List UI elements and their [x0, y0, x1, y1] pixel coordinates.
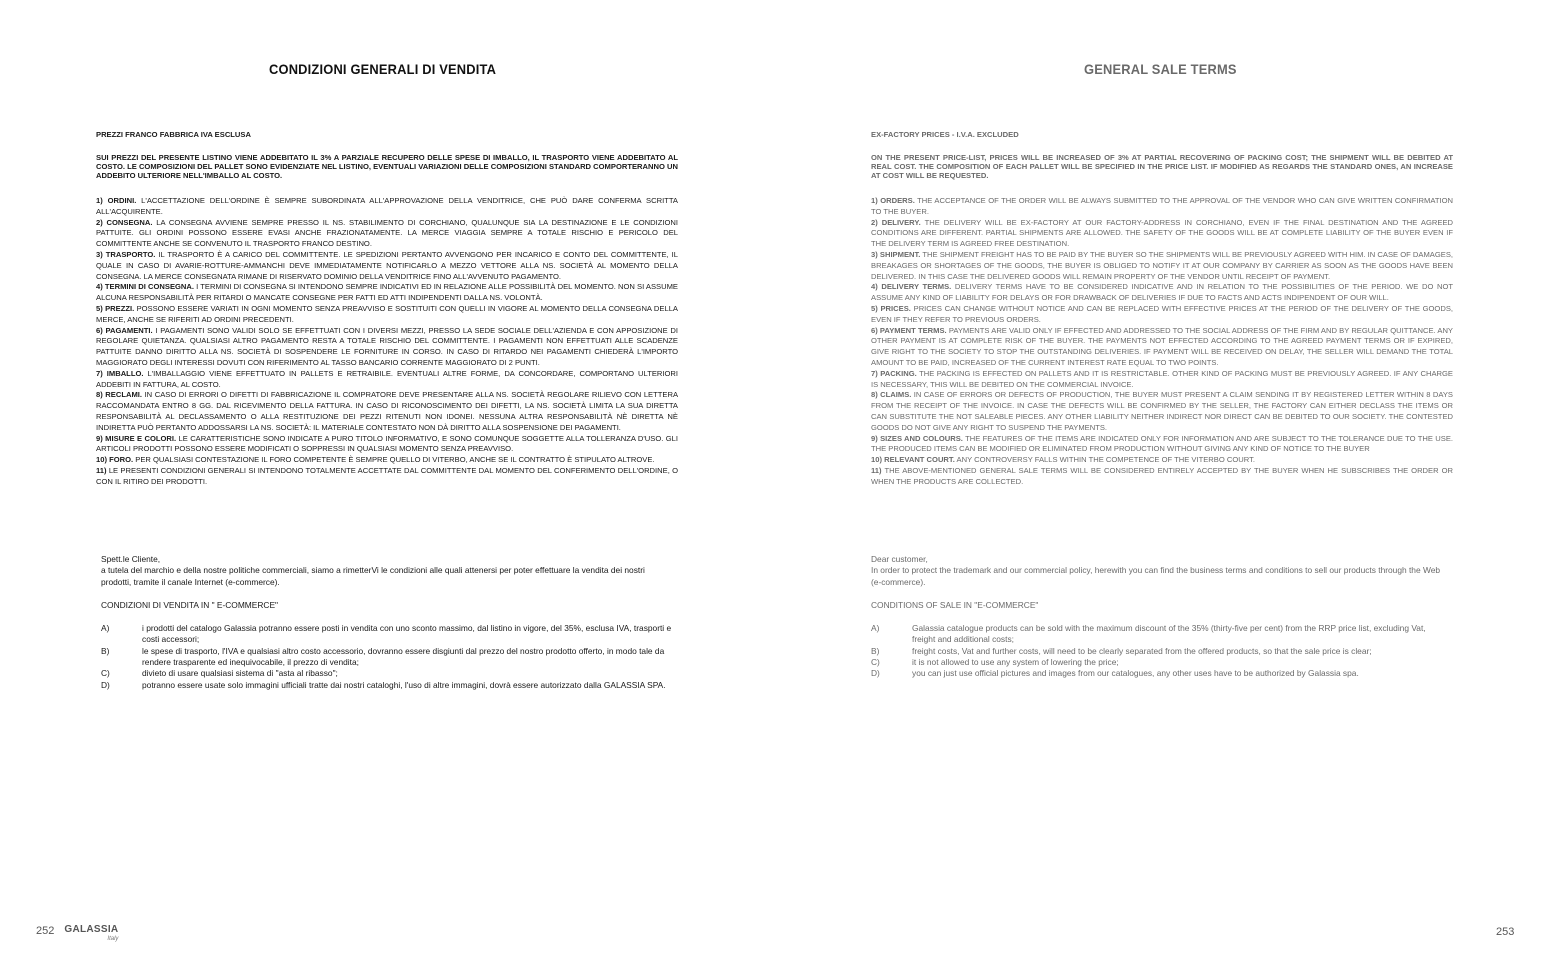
- term-text: THE SHIPMENT FREIGHT HAS TO BE PAID BY THE BUYER SO THE SHIPMENTS WILL BE PREVIOUSLY AGREED WITH HIM. IN CASE OF DAMAGES, BREAKAGES OR SHORTAGES OF THE GOODS, THE BUYER IS OBLIGED TO NOTIFY IT AT OUR COMPANY BY CARRIER AS SOON AS THE GOODS HAVE BEEN DELIVERED. IN THIS CASE THE DELIVERED GOODS WILL REMAIN PROPERTY OF THE VENDOR UNTIL RECEIPT OF PAYMENT.: [871, 249, 1454, 281]
- term-label: 2) DELIVERY.: [871, 217, 921, 227]
- term-item: [96, 304, 678, 326]
- term-item: [871, 466, 1453, 488]
- list-text: i prodotti del catalogo Galassia potranno essere posti in vendita con uno sconto massimo, dal listino in vigore, del 35%, esclusa IVA, trasporti e costi accessori;: [142, 623, 672, 645]
- term-item: [96, 250, 678, 282]
- term-text: I TERMINI DI CONSEGNA SI INTENDONO SEMPRE INDICATIVI ED IN RELAZIONE ALLE POSSIBILITÀ DEL MOMENTO. NON SI ASSUME ALCUNA RESPONSABILITÀ PER RITARDI O MANCATE CONSEGNE PER FATTI ED ATTI INDIPENDENTI DALLA NS. VOLONTÀ.: [96, 282, 678, 303]
- ecommerce-heading: CONDIZIONI DI VENDITA IN " E-COMMERCE": [101, 599, 279, 610]
- page-number-left: 252: [36, 925, 55, 937]
- term-item: [96, 218, 678, 250]
- term-label: 9) SIZES AND COLOURS.: [871, 433, 963, 443]
- term-label: 11): [96, 465, 107, 475]
- term-item: [871, 455, 1453, 466]
- intro-english: ON THE PRESENT PRICE-LIST, PRICES WILL BE INCREASED OF 3% AT PARTIAL RECOVERING OF PACKING COST; THE SHIPMENT WILL BE DEBITED AT REAL COST. THE COMPOSITION OF EACH PALLET WILL BE SPECIFIED IN THE PRICE LIST. IF MODIFIED AS REGARDS THE STANDARD ONES, AN INCREASE AT COST WILL BE REQUESTED.: [871, 153, 1453, 180]
- term-text: LE PRESENTI CONDIZIONI GENERALI SI INTENDONO TOTALMENTE ACCETTATE DAL COMMITTENTE DAL MOMENTO DEL CONFERIMENTO DELL'ORDINE, O CON IL RITIRO DEI PRODOTTI.: [96, 465, 678, 486]
- term-text: POSSONO ESSERE VARIATI IN OGNI MOMENTO SENZA PREAVVISO E SOSTITUITI CON QUELLI IN VIGORE AL MOMENTO DELLA CONSEGNA DELLA MERCE, ANCHE SE RIFERITI AD ORDINI PRECEDENTI.: [96, 303, 678, 324]
- term-label: 1) ORDERS.: [871, 196, 915, 205]
- letter-body: a tutela del marchio e della nostre politiche commerciali, siamo a rimetterVi le condizioni alle quali attenersi per poter effettuare la vendita dei nostri prodotti, tramite il canale Internet (e-commerce).: [101, 565, 645, 587]
- term-item: [96, 455, 678, 466]
- list-item: [871, 657, 1446, 668]
- page-number-right: 253: [1496, 926, 1515, 938]
- list-letter: B): [101, 645, 110, 656]
- terms-list-english: [871, 196, 1453, 488]
- term-label: 7) PACKING.: [871, 368, 917, 378]
- term-label: 11): [871, 465, 882, 475]
- term-text: THE PACKING IS EFFECTED ON PALLETS AND IT IS RESTRICTABLE. OTHER KIND OF PACKING MUST BE PREVIOUSLY AGREED. IF ANY CHARGE IS NECESSARY, THIS WILL BE DEBITED ON THE COMMERCIAL INVOICE.: [871, 368, 1453, 389]
- term-text: IN CASE OF ERRORS OR DEFECTS OF PRODUCTION, THE BUYER MUST PRESENT A CLAIM SENDING IT BY REGISTERED LETTER WITHIN 8 DAYS FROM THE RECEIPT OF THE INVOICE. IN CASE THE DEFECTS WILL BE CONFIRMED BY THE SELLER, THE FACTORY CAN EITHER DECLASS THE ITEMS OR CAN SUBSTITUTE THE NOT SALEABLE PIECES. ANY OTHER LIABILITY NEITHER INDIRECT NOR DIRECT CAN BE DEBITED TO OUR SOCIETY. THE CONTESTED GOODS DO NOT GIVE ANY RIGHT TO SUSPEND THE PAYMENTS.: [871, 390, 1453, 432]
- greeting: Dear customer,: [871, 554, 928, 564]
- ecommerce-list: [101, 623, 676, 691]
- term-item: [96, 326, 678, 369]
- term-text: THE FEATURES OF THE ITEMS ARE INDICATED ONLY FOR INFORMATION AND ARE SUBJECT TO THE TOLERANCE DUE TO THE USE. THE PRODUCED ITEMS CAN BE MODIFIED OR ELIMINATED FROM PRODUCTION WITHOUT GIVING ANY KIND OF NOTICE TO THE BUYER: [871, 433, 1453, 454]
- term-label: 8) RECLAMI.: [96, 390, 143, 400]
- term-text: IL TRASPORTO È A CARICO DEL COMMITTENTE. LE SPEDIZIONI PERTANTO AVVENGONO PER INCARICO E CONTO DEL COMMITTENTE, IL QUALE IN CASO DI AVARIE-ROTTURE-AMMANCHI DEVE IMMEDIATAMENTE NOTIFICARLO A MEZZO VETTORE ALLA NS. SOCIETÀ AL MOMENTO DELLA CONSEGNA. LA MERCE CONSEGNATA RIMANE DI RISERVATO DOMINIO DELLA VENDITRICE FINO ALL'AVVENUTO PAGAMENTO.: [96, 249, 678, 281]
- list-item: [871, 623, 1446, 646]
- list-letter: C): [871, 657, 880, 668]
- list-text: it is not allowed to use any system of lowering the price;: [912, 657, 1119, 668]
- term-label: 1) ORDINI.: [96, 196, 137, 205]
- term-item: [96, 369, 678, 391]
- term-text: THE ACCEPTANCE OF THE ORDER WILL BE ALWAYS SUBMITTED TO THE APPROVAL OF THE VENDOR WHO CAN GIVE WRITTEN CONFIRMATION TO THE BUYER.: [871, 196, 1453, 216]
- letter-body: In order to protect the trademark and our commercial policy, herewith you can find the business terms and conditions to sell our products through the Web (e-commerce).: [871, 565, 1441, 587]
- page-title-english: GENERAL SALE TERMS: [1084, 61, 1237, 77]
- list-text: le spese di trasporto, l'IVA e qualsiasi altro costo accessorio, dovranno essere disgiunti dal prezzo del nostro prodotto offerto, in modo tale da rendere trasparente ed inequivocabile, il prezzo di vendita;: [142, 645, 665, 668]
- term-text: L'IMBALLAGGIO VIENE EFFETTUATO IN PALLETS E RETRAIBILE. EVENTUALI ALTRE FORME, DA CONCORDARE, COMPORTANO ULTERIORI ADDEBITI IN FATTURA, AL COSTO.: [96, 368, 679, 389]
- page-title-italian: CONDIZIONI GENERALI DI VENDITA: [269, 61, 497, 77]
- ecommerce-section-english: [871, 554, 1446, 680]
- list-text: freight costs, Vat and further costs, will need to be clearly separated from the offered products, so that the sale price is clear;: [912, 645, 1372, 656]
- term-label: 5) PREZZI.: [96, 303, 135, 313]
- term-label: 2) CONSEGNA.: [96, 217, 153, 227]
- term-text: DELIVERY TERMS HAVE TO BE CONSIDERED INDICATIVE AND IN RELATION TO THE POSSIBILITIES OF THE PERIOD. WE DO NOT ASSUME ANY KIND OF LIABILITY FOR DELAYS OR FOR DRAWBACK OF DELIVERIES IF DUE TO FACTS AND ACTS INDIPENDENT OF OUR WILL.: [871, 282, 1453, 303]
- term-text: PAYMENTS ARE VALID ONLY IF EFFECTED AND ADDRESSED TO THE SOCIAL ADDRESS OF THE FIRM AND BY REGULAR QUITTANCE. ANY OTHER PAYMENT IS AT COMPLETE RISK OF THE BUYER. THE PAYMENTS NOT EFFECTED ACCORDING TO THE AGREED PAYMENT TERMS OR IF EXPIRED, GIVE RIGHT TO THE SOCIETY TO STOP THE OUTSTANDING DELIVERIES. IF PAYMENT WILL BE RECEIVED ON DELAY, THE SELLER WILL DEMAND THE TOTAL AMOUNT TO BE PAID, INCREASED OF THE CURRENT INTEREST RATE EQUAL TO TWO POINTS.: [871, 325, 1453, 367]
- brand-name: GALASSIA: [64, 924, 119, 935]
- term-item: [871, 434, 1453, 456]
- term-item: [96, 282, 678, 304]
- term-label: 3) SHIPMENT.: [871, 249, 921, 259]
- term-item: [96, 466, 678, 488]
- footer-left: [36, 925, 118, 942]
- list-text: you can just use official pictures and images from our catalogues, any other uses have to be authorized by Galassia spa.: [912, 668, 1359, 679]
- list-letter: B): [871, 645, 880, 656]
- term-label: 4) TERMINI DI CONSEGNA.: [96, 282, 194, 292]
- term-text: I PAGAMENTI SONO VALIDI SOLO SE EFFETTUATI CON I DIVERSI MEZZI, PRESSO LA SEDE SOCIALE DELL'AZIENDA E CON APPOSIZIONE DI REGOLARE QUIETANZA. QUALSIASI ALTRO PAGAMENTO RESTA A TOTALE RISCHIO DEL COMMITTENTE. I PAGAMENTI NON EFFETTUATI ALLE SCADENZE PATTUITE DANNO DIRITTO ALLA NS. SOCIETÀ DI SOSPENDERE LE FORNITURE IN CORSO. IN CASO DI RITARDO NEI PAGAMENTI CHIEDERÀ L'IMPORTO MAGGIORATO DEGLI INTERESSI DOVUTI CON RIFERIMENTO AL TASSO BANCARIO CORRENTE MAGGIORATO DI 2 PUNTI.: [96, 325, 678, 367]
- term-text: IN CASO DI ERRORI O DIFETTI DI FABBRICAZIONE IL COMPRATORE DEVE PRESENTARE ALLA NS. SOCIETÀ REGOLARE RILIEVO CON LETTERA RACCOMANDATA ENTRO 8 GG. DAL RICEVIMENTO DELLA FATTURA. IN CASO DI RICONOSCIMENTO DEI DIFETTI, LA NS. SOCIETÀ LIMITA LA SUA DIRETTA RESPONSABILITÀ AL DECLASSAMENTO O ALLA RESTITUZIONE DEI PEZZI RITENUTI NON IDONEI. NESSUNA ALTRA RESPONSABILITÀ NÈ DIRETTA NÈ INDIRETTA PUÒ PERTANTO ADDOSSARSI LA NS. SOCIETÀ: IL MATERIALE CONTESTATO NON DÀ DIRITTO ALLA SOSPENSIONE DEI PAGAMENTI.: [96, 390, 679, 432]
- list-item: [871, 646, 1446, 657]
- ecommerce-heading: CONDITIONS OF SALE IN "E-COMMERCE": [871, 599, 1039, 610]
- list-item: [101, 646, 676, 669]
- term-item: [871, 390, 1453, 433]
- term-text: ANY CONTROVERSY FALLS WITHIN THE COMPETENCE OF THE VITERBO COURT.: [954, 455, 1255, 465]
- brand-subtitle: Italy: [107, 936, 119, 942]
- list-letter: A): [101, 623, 110, 634]
- term-label: 3) TRASPORTO.: [96, 249, 156, 259]
- term-label: 8) CLAIMS.: [871, 390, 912, 400]
- term-item: [96, 390, 678, 433]
- term-label: 4) DELIVERY TERMS.: [871, 282, 952, 292]
- term-label: 10) FORO.: [96, 455, 134, 465]
- term-text: LA CONSEGNA AVVIENE SEMPRE PRESSO IL NS. STABILIMENTO DI CORCHIANO, QUALUNQUE SIA LA DESTINAZIONE E LE CONDIZIONI PATTUITE. GLI ORDINI POSSONO ESSERE EVASI ANCHE FRAZIONATAMENTE. LA MERCE VIAGGIA SEMPRE A TOTALE RISCHIO E PERICOLO DEL COMMITTENTE ANCHE SE CONVENUTO IL TRASPORTO FRANCO DESTINO.: [96, 217, 678, 249]
- term-label: 9) MISURE E COLORI.: [96, 433, 177, 443]
- list-letter: D): [871, 668, 880, 679]
- term-label: 10) RELEVANT COURT.: [871, 455, 955, 465]
- terms-list-italian: [96, 196, 678, 488]
- subtitle-italian: PREZZI FRANCO FABBRICA IVA ESCLUSA: [96, 130, 251, 139]
- list-letter: C): [101, 668, 110, 679]
- term-label: 5) PRICES.: [871, 303, 911, 313]
- term-text: LE CARATTERISTICHE SONO INDICATE A PURO TITOLO INFORMATIVO, E SONO COMUNQUE SOGGETTE ALLA TOLLERANZA D'USO. GLI ARTICOLI PRODOTTI POSSONO ESSERE MODIFICATI O SOPPRESSI IN QUALSIASI MOMENTO SENZA PREAVVISO.: [96, 433, 678, 454]
- list-item: [101, 623, 676, 646]
- term-item: [871, 326, 1453, 369]
- term-label: 6) PAGAMENTI.: [96, 325, 153, 335]
- subtitle-english: EX-FACTORY PRICES - I.V.A. EXCLUDED: [871, 130, 1019, 139]
- list-item: [101, 680, 676, 691]
- term-text: PRICES CAN CHANGE WITHOUT NOTICE AND CAN BE REPLACED WITH EFFECTIVE PRICES AT THE PERIOD OF THE DELIVERY OF THE GOODS, EVEN IF THEY REFER TO PREVIOUS ORDERS.: [871, 303, 1454, 324]
- brand-logo: [64, 925, 118, 942]
- term-item: [871, 250, 1453, 282]
- term-label: 6) PAYMENT TERMS.: [871, 325, 947, 335]
- list-text: divieto di usare qualsiasi sistema di "asta al ribasso";: [142, 668, 338, 679]
- list-text: Galassia catalogue products can be sold with the maximum discount of the 35% (thirty-five per cent) from the RRP price list, excluding Vat, freight and additional costs;: [912, 623, 1426, 645]
- list-letter: A): [871, 623, 880, 634]
- list-text: potranno essere usate solo immagini ufficiali tratte dai nostri cataloghi, l'uso di altre immagini, dovrà essere autorizzato dalla GALASSIA SPA.: [142, 679, 666, 690]
- term-item: [871, 304, 1453, 326]
- term-item: [96, 196, 678, 218]
- term-label: 7) IMBALLO.: [96, 368, 144, 378]
- term-item: [96, 434, 678, 456]
- term-item: [871, 282, 1453, 304]
- term-item: [871, 369, 1453, 391]
- list-item: [101, 668, 676, 679]
- term-text: THE DELIVERY WILL BE EX-FACTORY AT OUR FACTORY-ADDRESS IN CORCHIANO, EVEN IF THE FINAL DESTINATION AND THE AGREED CONDITIONS ARE DIFFERENT. PARTIAL SHIPMENTS ARE ALLOWED. THE SAFETY OF THE GOODS WILL BE AT COMPLETE LIABILITY OF THE BUYER EVEN IF THE DELIVERY TERM IS AGREED FREE DESTINATION.: [871, 217, 1453, 249]
- term-item: [871, 196, 1453, 218]
- term-item: [871, 218, 1453, 250]
- list-letter: D): [101, 679, 110, 690]
- ecommerce-section-italian: [101, 554, 676, 691]
- term-text: PER QUALSIASI CONTESTAZIONE IL FORO COMPETENTE È SEMPRE QUELLO DI VITERBO, ANCHE SE IL CONTRATTO È STIPULATO ALTROVE.: [133, 455, 655, 465]
- term-text: THE ABOVE-MENTIONED GENERAL SALE TERMS WILL BE CONSIDERED ENTIRELY ACCEPTED BY THE BUYER WHEN HE SUBSCRIBES THE ORDER OR WHEN THE PRODUCTS ARE COLLECTED.: [871, 465, 1453, 486]
- term-text: L'ACCETTAZIONE DELL'ORDINE È SEMPRE SUBORDINATA ALL'APPROVAZIONE DELLA VENDITRICE, CHE PUÒ DARE CONFERMA SCRITTA ALL'ACQUIRENTE.: [96, 196, 678, 216]
- intro-italian: SUI PREZZI DEL PRESENTE LISTINO VIENE ADDEBITATO IL 3% A PARZIALE RECUPERO DELLE SPESE DI IMBALLO, IL TRASPORTO VIENE ADDEBITATO AL COSTO. LE COMPOSIZIONI DEL PALLET SONO EVIDENZIATE NEL LISTINO, EVENTUALI VARIAZIONI DELLE COMPOSIZIONI STANDARD COMPORTERANNO UN ADDEBITO ULTERIORE NELL'IMBALLO AL COSTO.: [96, 153, 678, 180]
- list-item: [871, 668, 1446, 679]
- greeting: Spett.le Cliente,: [101, 554, 161, 564]
- ecommerce-list: [871, 623, 1446, 679]
